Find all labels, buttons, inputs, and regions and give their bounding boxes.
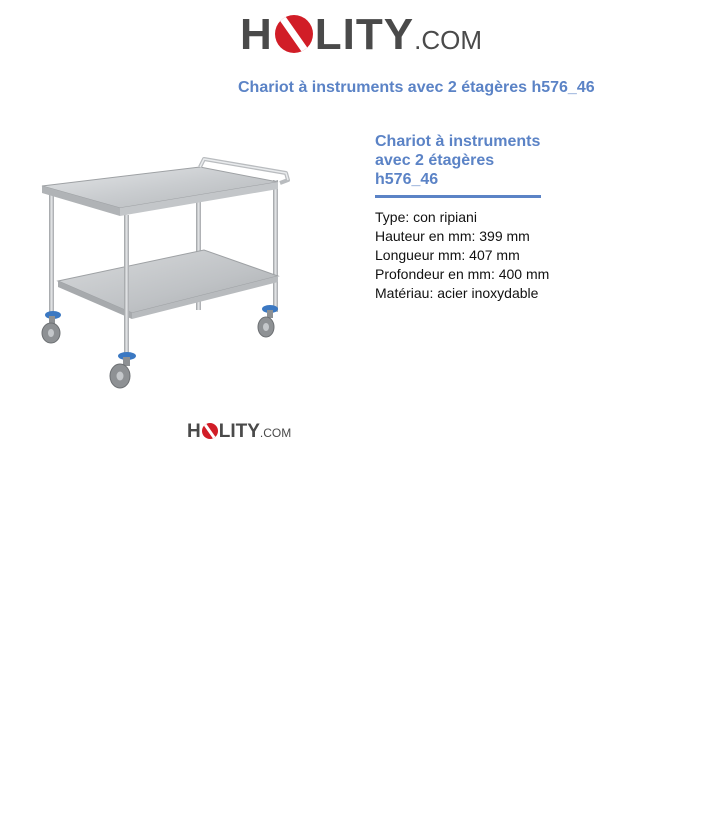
caster-front — [110, 352, 136, 388]
logo-red-circle-icon — [275, 15, 313, 53]
spec-list — [375, 208, 705, 303]
logo-letter-h: H — [240, 10, 273, 59]
spec-height: Hauteur en mm: 399 mm — [375, 228, 530, 244]
logo-red-circle-icon — [202, 423, 218, 439]
spec-depth: Profondeur en mm: 400 mm — [375, 266, 550, 282]
logo-letters: LITY — [218, 421, 260, 442]
logo-letters: LITY — [314, 10, 415, 59]
caster-rear-left — [42, 311, 61, 343]
spec-length: Longueur mm: 407 mm — [375, 247, 520, 263]
image-watermark-logo — [187, 421, 291, 443]
logo-letter-h: H — [187, 421, 201, 442]
logo-suffix: .COM — [414, 25, 482, 55]
title-divider — [375, 195, 541, 198]
product-info — [375, 132, 705, 303]
caster-rear-right — [258, 305, 278, 337]
spec-type: Type: con ripiani — [375, 209, 477, 225]
spec-material: Matériau: acier inoxydable — [375, 285, 539, 301]
page-title: Chariot à instruments avec 2 étagères h576_46 — [238, 79, 595, 96]
product-image — [34, 150, 294, 395]
site-logo[interactable] — [240, 10, 482, 60]
logo-suffix: .COM — [259, 426, 292, 440]
product-title: Chariot à instruments avec 2 étagères h576_46 — [375, 133, 541, 188]
